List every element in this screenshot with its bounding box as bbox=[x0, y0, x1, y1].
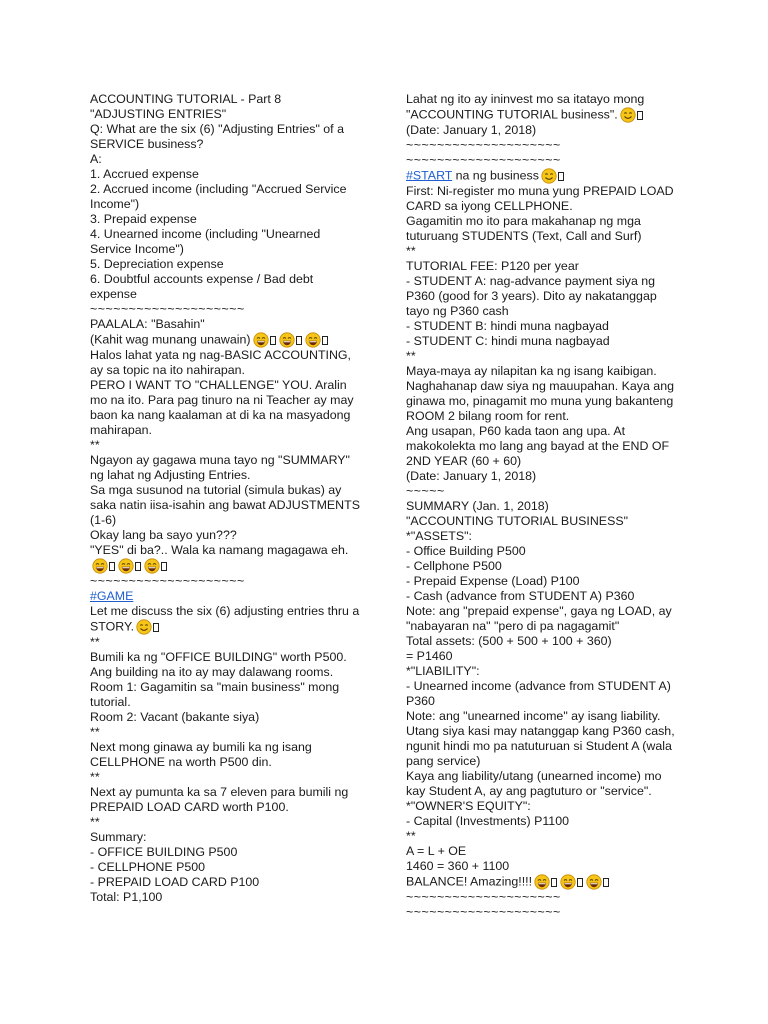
text-line bbox=[406, 529, 680, 544]
line-text: Room 1: Gagamitin sa "main business" mong tutorial. bbox=[90, 680, 343, 709]
missing-glyph-box-icon bbox=[161, 562, 167, 571]
text-line bbox=[406, 829, 680, 844]
line-text: Lahat ng ito ay ininvest mo sa itatayo mong "ACCOUNTING TUTORIAL business". bbox=[406, 92, 648, 122]
line-text: 5. Depreciation expense bbox=[90, 257, 224, 271]
text-line bbox=[90, 845, 362, 860]
line-text: ** bbox=[90, 635, 100, 649]
missing-glyph-box-icon bbox=[558, 172, 564, 181]
laughing-emoji-icon bbox=[92, 558, 116, 574]
text-line bbox=[90, 378, 362, 438]
text-line bbox=[406, 859, 680, 874]
line-text: ~~~~~ bbox=[406, 484, 445, 498]
smiley-emoji-icon bbox=[620, 107, 644, 123]
hashtag-link[interactable]: #START bbox=[406, 168, 453, 183]
laughing-emoji-icon bbox=[144, 558, 168, 574]
text-line bbox=[406, 334, 680, 349]
left-column bbox=[90, 92, 362, 905]
missing-glyph-box-icon bbox=[135, 562, 141, 571]
text-line bbox=[90, 815, 362, 830]
missing-glyph-box-icon bbox=[270, 336, 276, 345]
line-text: - PREPAID LOAD CARD P100 bbox=[90, 875, 260, 889]
line-text: "YES" di ba?.. Wala ka namang magagawa eh. bbox=[90, 543, 349, 557]
line-text: Q: What are the six (6) "Adjusting Entries" of a SERVICE business? bbox=[90, 122, 348, 151]
text-line bbox=[406, 123, 680, 138]
text-line bbox=[406, 649, 680, 664]
line-text: ** bbox=[90, 438, 100, 452]
text-line bbox=[90, 152, 362, 167]
line-text: *"LIABILITY": bbox=[406, 664, 480, 678]
line-text: ** bbox=[406, 829, 416, 843]
divider-line bbox=[406, 153, 680, 168]
smiley-emoji-icon bbox=[541, 168, 565, 184]
line-text: Summary: bbox=[90, 830, 147, 844]
text-line bbox=[90, 740, 362, 770]
text-line bbox=[406, 589, 680, 604]
text-line bbox=[406, 214, 680, 244]
text-line bbox=[90, 635, 362, 650]
text-line bbox=[90, 770, 362, 785]
line-text: "ADJUSTING ENTRIES" bbox=[90, 107, 227, 121]
laughing-emoji-icon bbox=[534, 874, 558, 890]
laughing-emoji-icon bbox=[118, 558, 142, 574]
text-line bbox=[90, 257, 362, 272]
line-text: (Date: January 1, 2018) bbox=[406, 469, 537, 483]
text-line bbox=[90, 227, 362, 257]
text-line bbox=[406, 349, 680, 364]
divider-line bbox=[90, 574, 362, 589]
text-line bbox=[90, 92, 362, 107]
line-text: - STUDENT A: nag-advance payment siya ng P360 (good for 3 years). Dito ay nakatanggap tayo ng P360 cash bbox=[406, 274, 661, 318]
line-text: Next ay pumunta ka sa 7 eleven para bumili ng PREPAID LOAD CARD worth P100. bbox=[90, 785, 352, 814]
line-text: (Date: January 1, 2018) bbox=[406, 123, 537, 137]
text-line bbox=[90, 438, 362, 453]
text-line bbox=[406, 844, 680, 859]
text-line bbox=[90, 830, 362, 845]
line-text: - Cellphone P500 bbox=[406, 559, 502, 573]
text-line bbox=[90, 725, 362, 740]
line-text: Bumili ka ng "OFFICE BUILDING" worth P500. Ang building na ito ay may dalawang rooms. bbox=[90, 650, 350, 679]
text-line bbox=[406, 574, 680, 589]
text-line bbox=[406, 604, 680, 634]
text-line bbox=[90, 272, 362, 302]
line-text: ** bbox=[90, 815, 100, 829]
text-line bbox=[90, 890, 362, 905]
line-text: Halos lahat yata ng nag-BASIC ACCOUNTING, ay sa topic na ito nahirapan. bbox=[90, 348, 355, 377]
text-line bbox=[90, 680, 362, 710]
line-text: Note: ang "prepaid expense", gaya ng LOAD, ay "nabayaran na" "pero di pa nagagamit" bbox=[406, 604, 676, 633]
line-text: 1. Accrued expense bbox=[90, 167, 199, 181]
line-text: ~~~~~~~~~~~~~~~~~~~~ bbox=[406, 138, 561, 152]
text-line bbox=[406, 499, 680, 514]
line-text: Next mong ginawa ay bumili ka ng isang CELLPHONE na worth P500 din. bbox=[90, 740, 316, 769]
line-text: - Prepaid Expense (Load) P100 bbox=[406, 574, 580, 588]
line-text: 4. Unearned income (including "Unearned Service Income") bbox=[90, 227, 324, 256]
line-text: Kaya ang liability/utang (unearned income) mo kay Student A, ay ang pagtuturo or "service". bbox=[406, 769, 665, 798]
text-line bbox=[90, 543, 362, 574]
laughing-emoji-icon bbox=[253, 332, 277, 348]
line-text: Let me discuss the six (6) adjusting entries thru a STORY. bbox=[90, 604, 363, 634]
line-text: ~~~~~~~~~~~~~~~~~~~~ bbox=[406, 890, 561, 904]
line-text: PERO I WANT TO "CHALLENGE" YOU. Aralin mo na ito. Para pag tinuro na ni Teacher ay may baon ka nang kaalaman at di ka na masyadong mahirapan. bbox=[90, 378, 358, 437]
line-text: Note: ang "unearned income" ay isang liability. Utang siya kasi may natanggap kang P360 cash, ngunit hindi mo pa natuturuan si Student A (wala pang service) bbox=[406, 709, 679, 768]
line-text: - CELLPHONE P500 bbox=[90, 860, 206, 874]
line-text: ** bbox=[90, 725, 100, 739]
text-line bbox=[90, 212, 362, 227]
line-text: PAALALA: "Basahin" bbox=[90, 317, 205, 331]
text-line bbox=[90, 348, 362, 378]
line-text: ** bbox=[90, 770, 100, 784]
text-line bbox=[406, 184, 680, 214]
line-text: *"ASSETS": bbox=[406, 529, 472, 543]
text-line bbox=[90, 650, 362, 680]
line-text: ** bbox=[406, 349, 416, 363]
text-line bbox=[406, 544, 680, 559]
missing-glyph-box-icon bbox=[153, 623, 159, 632]
line-text-continued: na ng business bbox=[452, 168, 539, 183]
laughing-emoji-icon bbox=[279, 332, 303, 348]
text-line bbox=[406, 709, 680, 769]
text-line bbox=[90, 332, 362, 348]
missing-glyph-box-icon bbox=[637, 111, 643, 120]
text-line bbox=[90, 167, 362, 182]
text-line bbox=[90, 182, 362, 212]
line-text: SUMMARY (Jan. 1, 2018) bbox=[406, 499, 549, 513]
line-text: Ang usapan, P60 kada taon ang upa. At makokolekta mo lang ang bayad at the END OF 2ND YEAR (60 + 60) bbox=[406, 424, 673, 468]
line-text: A = L + OE bbox=[406, 844, 467, 858]
line-text: - Capital (Investments) P1100 bbox=[406, 814, 569, 828]
line-text: ~~~~~~~~~~~~~~~~~~~~ bbox=[406, 905, 561, 919]
text-line bbox=[406, 274, 680, 319]
line-text: - OFFICE BUILDING P500 bbox=[90, 845, 238, 859]
hashtag-line bbox=[406, 168, 680, 184]
text-line bbox=[90, 317, 362, 332]
line-text: = P1460 bbox=[406, 649, 453, 663]
text-line bbox=[90, 107, 362, 122]
text-line bbox=[90, 604, 362, 635]
text-line bbox=[90, 785, 362, 815]
text-line bbox=[406, 364, 680, 424]
missing-glyph-box-icon bbox=[109, 562, 115, 571]
text-line bbox=[406, 559, 680, 574]
line-text: "ACCOUNTING TUTORIAL BUSINESS" bbox=[406, 514, 628, 528]
text-line bbox=[406, 259, 680, 274]
line-text: *"OWNER'S EQUITY": bbox=[406, 799, 531, 813]
hashtag-link[interactable]: #GAME bbox=[90, 589, 134, 603]
laughing-emoji-icon bbox=[305, 332, 329, 348]
line-text: BALANCE! Amazing!!!! bbox=[406, 874, 533, 889]
text-line bbox=[406, 769, 680, 799]
missing-glyph-box-icon bbox=[296, 336, 302, 345]
text-line bbox=[406, 814, 680, 829]
line-text: First: Ni-register mo muna yung PREPAID LOAD CARD sa iyong CELLPHONE. bbox=[406, 184, 678, 213]
line-text: Total assets: (500 + 500 + 100 + 360) bbox=[406, 634, 612, 648]
text-line bbox=[90, 122, 362, 152]
line-text: Sa mga susunod na tutorial (simula bukas) ay saka natin iisa-isahin ang bawat ADJUSTMENTS (1-6) bbox=[90, 483, 364, 527]
text-line bbox=[406, 469, 680, 484]
line-text: Okay lang ba sayo yun??? bbox=[90, 528, 237, 542]
smiley-emoji-icon bbox=[136, 619, 160, 635]
missing-glyph-box-icon bbox=[322, 336, 328, 345]
laughing-emoji-icon bbox=[586, 874, 610, 890]
line-text: (Kahit wag munang unawain) bbox=[90, 332, 251, 347]
text-line bbox=[90, 710, 362, 725]
line-text: Gagamitin mo ito para makahanap ng mga tuturuang STUDENTS (Text, Call and Surf) bbox=[406, 214, 645, 243]
laughing-emoji-icon bbox=[560, 874, 584, 890]
line-text: Total: P1,100 bbox=[90, 890, 163, 904]
divider-line bbox=[90, 302, 362, 317]
line-text: TUTORIAL FEE: P120 per year bbox=[406, 259, 579, 273]
hashtag-line bbox=[90, 589, 362, 604]
divider-line bbox=[406, 138, 680, 153]
missing-glyph-box-icon bbox=[577, 878, 583, 887]
line-text: Maya-maya ay nilapitan ka ng isang kaibigan. Naghahanap daw siya ng mauupahan. Kaya ang ginawa mo, pinagamit mo muna yung bakanteng ROOM 2 bilang room for rent. bbox=[406, 364, 678, 423]
line-text: - Office Building P500 bbox=[406, 544, 526, 558]
line-text: - STUDENT C: hindi muna nagbayad bbox=[406, 334, 610, 348]
line-text: Ngayon ay gagawa muna tayo ng "SUMMARY" ng lahat ng Adjusting Entries. bbox=[90, 453, 354, 482]
text-line bbox=[90, 453, 362, 483]
text-line bbox=[406, 424, 680, 469]
line-text: Room 2: Vacant (bakante siya) bbox=[90, 710, 260, 724]
text-line bbox=[406, 664, 680, 679]
line-text: 3. Prepaid expense bbox=[90, 212, 197, 226]
line-text: 6. Doubtful accounts expense / Bad debt expense bbox=[90, 272, 317, 301]
line-text: - Cash (advance from STUDENT A) P360 bbox=[406, 589, 635, 603]
line-text: 2. Accrued income (including "Accrued Service Income") bbox=[90, 182, 350, 211]
missing-glyph-box-icon bbox=[551, 878, 557, 887]
right-column bbox=[406, 92, 680, 920]
line-text: 1460 = 360 + 1100 bbox=[406, 859, 510, 873]
text-line bbox=[406, 244, 680, 259]
divider-line bbox=[406, 890, 680, 905]
divider-line bbox=[406, 484, 680, 499]
divider-line bbox=[406, 905, 680, 920]
missing-glyph-box-icon bbox=[603, 878, 609, 887]
text-line bbox=[90, 528, 362, 543]
line-text: ~~~~~~~~~~~~~~~~~~~~ bbox=[406, 153, 561, 167]
line-text: ~~~~~~~~~~~~~~~~~~~~ bbox=[90, 574, 245, 588]
text-line bbox=[90, 860, 362, 875]
text-line bbox=[90, 483, 362, 528]
text-line bbox=[406, 679, 680, 709]
line-text: - Unearned income (advance from STUDENT A) P360 bbox=[406, 679, 675, 708]
line-text: ACCOUNTING TUTORIAL - Part 8 bbox=[90, 92, 282, 106]
text-line bbox=[406, 874, 680, 890]
line-text: A: bbox=[90, 152, 102, 166]
line-text: ~~~~~~~~~~~~~~~~~~~~ bbox=[90, 302, 245, 316]
text-line bbox=[406, 514, 680, 529]
text-line bbox=[406, 799, 680, 814]
text-line bbox=[406, 319, 680, 334]
text-line bbox=[90, 875, 362, 890]
line-text: - STUDENT B: hindi muna nagbayad bbox=[406, 319, 609, 333]
line-text: ** bbox=[406, 244, 416, 258]
text-line bbox=[406, 634, 680, 649]
text-line bbox=[406, 92, 680, 123]
